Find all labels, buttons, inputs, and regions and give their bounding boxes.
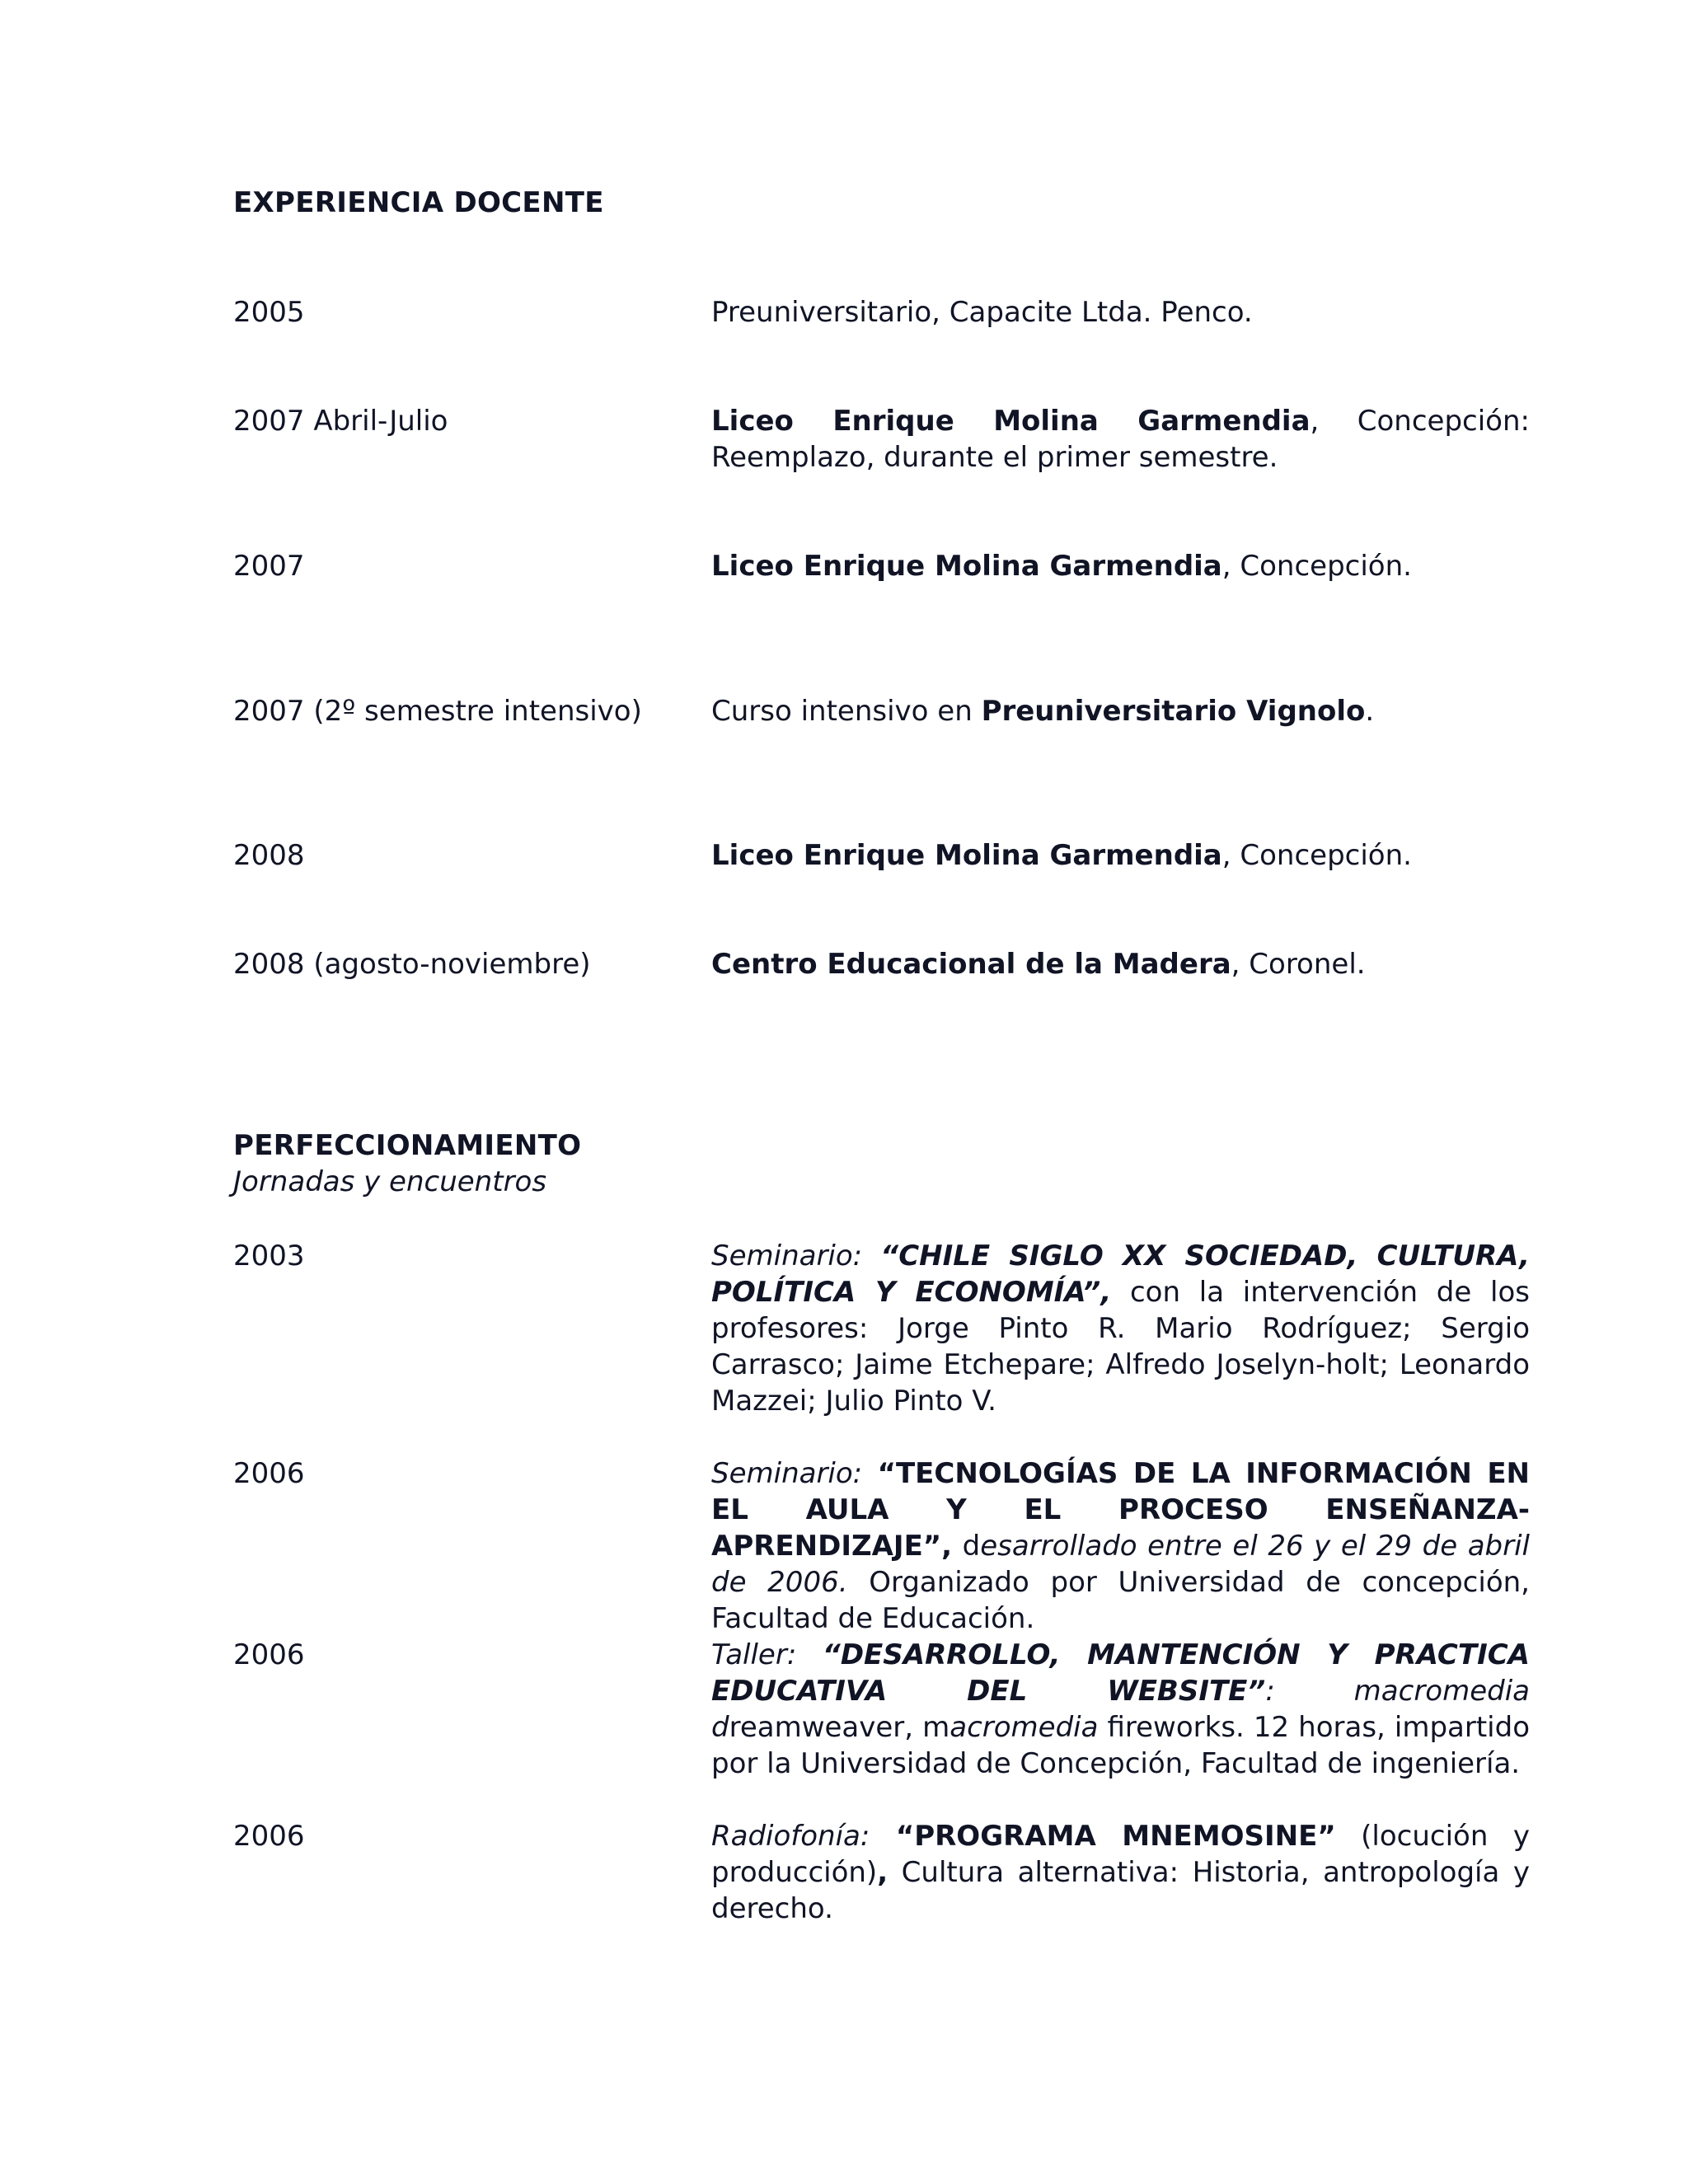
entry-detail: fireworks. 12 horas, impartido por la Universidad de Concepción, Facultad de ingeniería.: [711, 1711, 1530, 1780]
entry-name: “PROGRAMA MNEMOSINE”: [870, 1820, 1336, 1853]
institution-name: Preuniversitario Vignolo: [981, 695, 1366, 728]
section-subtitle: Jornadas y encuentros: [233, 1165, 547, 1198]
entry-year: 2007 (2º semestre intensivo): [233, 695, 642, 728]
entry-location: , Concepción.: [1221, 550, 1412, 583]
entry-detail: Organizado por Universidad de concepción, Facultad de Educación.: [711, 1566, 1530, 1635]
institution-name: Liceo Enrique Molina Garmendia: [711, 839, 1222, 872]
entry-year: 2006: [233, 1457, 305, 1490]
entry-suffix: .: [1365, 695, 1375, 728]
entry-dates: esarrollado entre el 26 y el 29 de abril de 2006.: [711, 1530, 1530, 1599]
institution-name: Centro Educacional de la Madera: [711, 948, 1231, 981]
entry-year: 2006: [233, 1820, 305, 1853]
entry-description: [711, 693, 1530, 729]
entry-description: [711, 946, 1530, 982]
entry-year: 2005: [233, 296, 305, 329]
entry-location: , Concepción.: [1221, 839, 1412, 872]
entry-name: “CHILE SIGLO XX SOCIEDAD, CULTURA, POLÍTICA Y ECONOMÍA”,: [711, 1240, 1531, 1309]
institution-name: Liceo Enrique Molina Garmendia: [711, 550, 1222, 583]
section-title-perfeccionamiento: PERFECCIONAMIENTO: [233, 1129, 582, 1162]
entry-detail: Reemplazo, durante el primer semestre.: [711, 441, 1278, 474]
entry-type: Seminario:: [711, 1457, 863, 1490]
entry-role: (locución y producción): [711, 1820, 1530, 1889]
institution-name: Liceo Enrique Molina Garmendia: [711, 405, 1311, 438]
entry-type: Radiofonía:: [711, 1820, 870, 1853]
entry-year: 2008: [233, 839, 305, 872]
entry-description: [711, 1238, 1530, 1419]
entry-description: [711, 1637, 1530, 1782]
entry-description: [711, 1455, 1530, 1637]
section-title-experiencia: EXPERIENCIA DOCENTE: [233, 186, 604, 219]
entry-detail: Cultura alternativa: Historia, antropología y derecho.: [711, 1856, 1530, 1925]
entry-software-c: acromedia: [950, 1711, 1099, 1744]
entry-letter: d: [952, 1530, 981, 1563]
entry-description: [711, 548, 1530, 584]
entry-description: Preuniversitario, Capacite Ltda. Penco.: [711, 296, 1253, 329]
entry-year: 2008 (agosto-noviembre): [233, 948, 591, 981]
entry-location: , Concepción:: [1310, 405, 1530, 438]
entry-software-b: reamweaver, m: [729, 1711, 950, 1744]
entry-description: [711, 1818, 1530, 1927]
entry-year: 2006: [233, 1638, 305, 1671]
entry-name: “TECNOLOGÍAS DE LA INFORMACIÓN EN EL AULA Y EL PROCESO ENSEÑANZA-APRENDIZAJE”,: [711, 1457, 1530, 1563]
entry-type: Taller:: [711, 1638, 823, 1671]
entry-comma: ,: [877, 1856, 889, 1889]
entry-detail: con la intervención de los profesores: Jorge Pinto R. Mario Rodríguez; Sergio Carrasco; Jaime Etchepare; Alfredo Joselyn-holt; Leonardo Mazzei; Julio Pinto V.: [711, 1276, 1530, 1418]
entry-year: 2007 Abril-Julio: [233, 405, 448, 438]
entry-software-a: : macromedia d: [711, 1675, 1530, 1744]
entry-name: “DESARROLLO, MANTENCIÓN Y PRACTICA EDUCATIVA DEL WEBSITE”: [711, 1638, 1530, 1708]
entry-prefix: Curso intensivo en: [711, 695, 982, 728]
entry-year: 2003: [233, 1240, 305, 1272]
entry-description: [711, 837, 1530, 874]
entry-location: , Coronel.: [1231, 948, 1366, 981]
entry-year: 2007: [233, 550, 305, 583]
entry-type: Seminario:: [711, 1240, 863, 1272]
entry-description: [711, 403, 1530, 476]
